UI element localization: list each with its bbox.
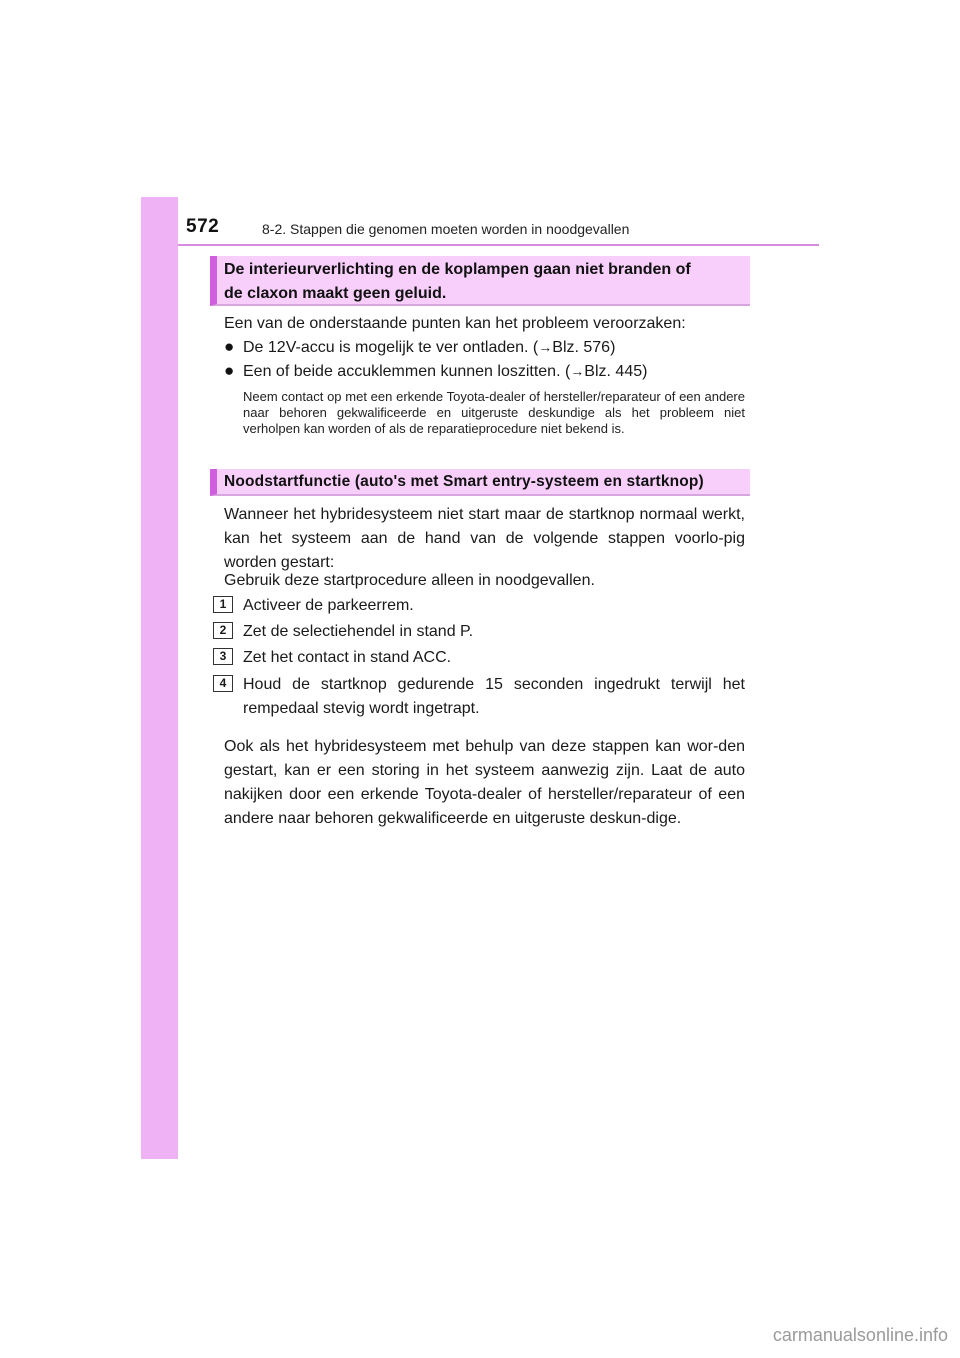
chapter-title: 8-2. Stappen die genomen moeten worden in noodgevallen — [262, 221, 630, 237]
step-number-badge: 1 — [213, 596, 233, 613]
heading-line-2: de claxon maakt geen geluid. — [224, 285, 447, 302]
bullet-icon: ● — [224, 361, 235, 380]
step-number-badge: 2 — [213, 622, 233, 639]
intro-paragraph: Wanneer het hybridesysteem niet start maar de startknop normaal werkt, kan het systeem aan de hand van de volgende stappen voorlo-pig worden gestart: — [224, 506, 745, 571]
bullet-icon: ● — [224, 337, 235, 356]
page-reference-link[interactable]: Blz. 445) — [584, 363, 648, 380]
section-heading-emergency-start: Noodstartfunctie (auto's met Smart entry-systeem en startknop) — [210, 469, 750, 496]
bullet-text: Een of beide accuklemmen kunnen loszitten. (→Blz. 445) — [243, 363, 648, 380]
note-text: Neem contact op met een erkende Toyota-dealer of hersteller/reparateur of een andere naar behoren gekwalificeerde en uitgeruste deskundige als het probleem niet verholpen kan worden of als de reparatieprocedure niet bekend is. — [243, 389, 745, 436]
step-text: Activeer de parkeerrem. — [243, 597, 414, 614]
intro-note: Gebruik deze startprocedure alleen in noodgevallen. — [224, 572, 595, 589]
step-number-badge: 4 — [213, 675, 233, 692]
step-number-badge: 3 — [213, 648, 233, 665]
closing-paragraph: Ook als het hybridesysteem met behulp van deze stappen kan wor-den gestart, kan er een storing in het systeem aanwezig zijn. Laat de auto nakijken door een erkende Toyota-dealer of hersteller/reparateur of een andere naar behoren gekwalificeerde en uitgeruste deskun-dige. — [224, 738, 745, 827]
header-rule — [178, 244, 819, 246]
page-reference-link[interactable]: Blz. 576) — [552, 339, 616, 356]
heading-line-1: De interieurverlichting en de koplampen gaan niet branden of — [224, 261, 691, 278]
arrow-icon: → — [538, 339, 553, 355]
side-band — [141, 197, 178, 1159]
section-heading-lights — [210, 256, 750, 306]
bullet-text: De 12V-accu is mogelijk te ver ontladen. (→Blz. 576) — [243, 339, 616, 356]
page-number: 572 — [186, 216, 220, 237]
intro-text: Een van de onderstaande punten kan het probleem veroorzaken: — [224, 315, 686, 332]
watermark: carmanualsonline.info — [772, 1325, 948, 1345]
step-text: Zet de selectiehendel in stand P. — [243, 623, 474, 640]
step-text: Houd de startknop gedurende 15 seconden ingedrukt terwijl het rempedaal stevig wordt ingetrapt. — [243, 676, 745, 717]
step-text: Zet het contact in stand ACC. — [243, 649, 452, 666]
arrow-icon: → — [570, 363, 585, 379]
